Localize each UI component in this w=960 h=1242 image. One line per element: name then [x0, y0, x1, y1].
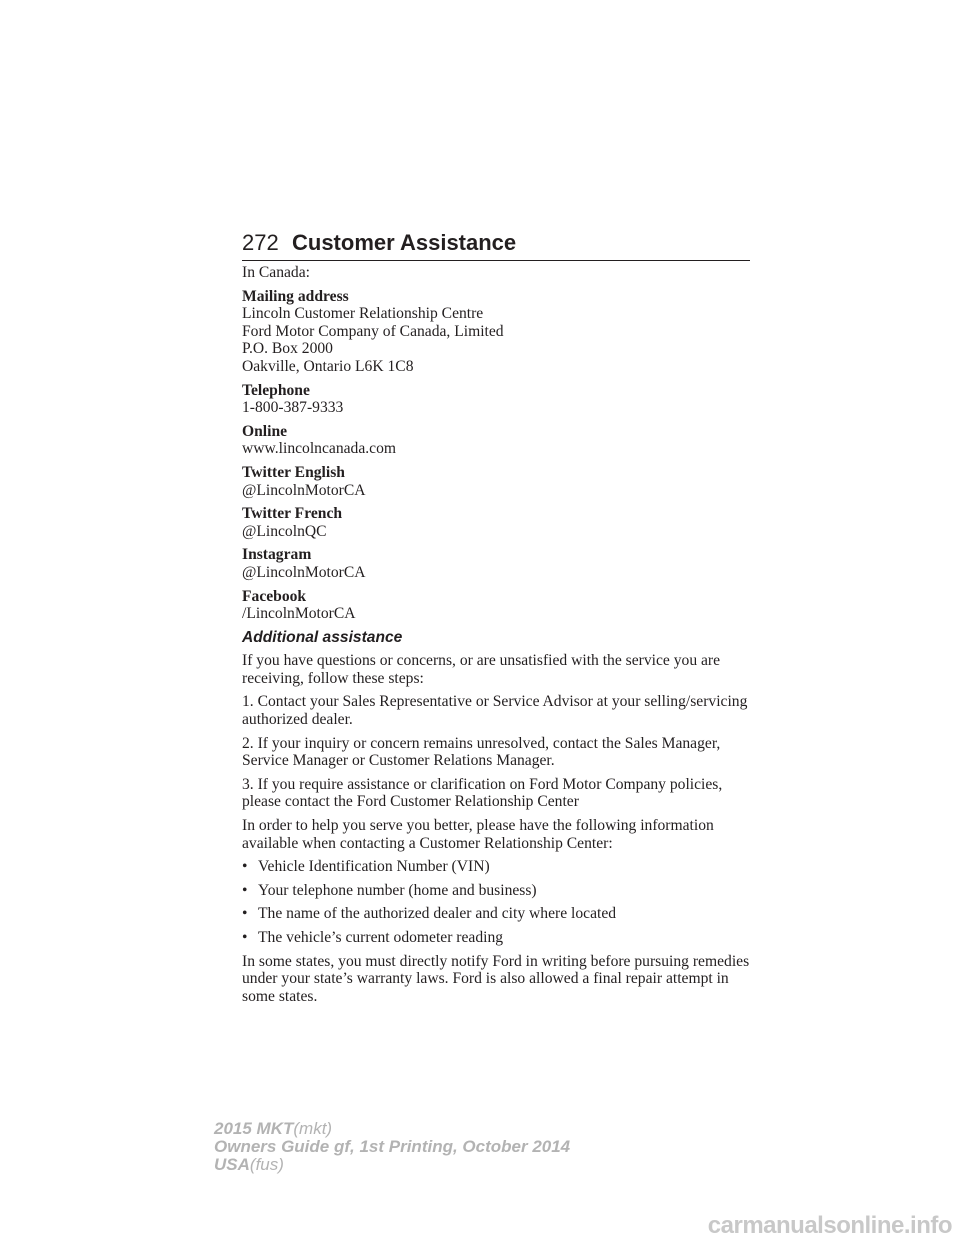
footer-line-2 — [214, 1138, 570, 1156]
additional-assistance-heading: Additional assistance — [242, 628, 403, 646]
page-header — [242, 228, 750, 261]
step-1: 1. Contact your Sales Representative or Service Advisor at your selling/servicing authorized dealer. — [242, 693, 748, 729]
list-item-text: Vehicle Identification Number (VIN) — [258, 858, 490, 876]
list-item-text: Your telephone number (home and business) — [258, 881, 537, 899]
bullet-icon: • — [242, 929, 248, 946]
contact-line: Oakville, Ontario L6K 1C8 — [242, 357, 414, 375]
contact-label: Twitter French — [242, 505, 343, 523]
paragraph: If you have questions or concerns, or are unsatisfied with the service you are receiving, follow these steps: — [242, 652, 721, 687]
page-content — [242, 264, 752, 1011]
contact-facebook — [242, 588, 752, 623]
contact-label: Online — [242, 422, 288, 440]
contact-mailing — [242, 288, 752, 376]
contact-label: Facebook — [242, 587, 307, 605]
step-3: 3. If you require assistance or clarification on Ford Motor Company policies, please contact the Ford Customer Relationship Center — [242, 775, 723, 811]
bullet-icon: • — [242, 905, 248, 923]
footer-guide: Owners Guide gf, 1st Printing, October 2014 — [214, 1137, 571, 1156]
contact-line: P.O. Box 2000 — [242, 340, 333, 358]
list-item — [242, 929, 752, 947]
section-title: Customer Assistance — [292, 230, 517, 255]
contact-instagram — [242, 546, 752, 581]
contact-line: @LincolnQC — [242, 522, 327, 540]
contact-line: www.lincolncanada.com — [242, 440, 397, 458]
contact-label: Telephone — [242, 381, 310, 399]
intro-text: In Canada: — [242, 264, 310, 281]
info-list — [242, 858, 752, 946]
watermark: carmanualsonline.info — [707, 1212, 952, 1239]
contact-label: Instagram — [242, 546, 312, 564]
document-footer — [214, 1120, 570, 1174]
bullet-icon: • — [242, 881, 248, 899]
contact-label: Mailing address — [242, 287, 349, 305]
contact-line: Lincoln Customer Relationship Centre — [242, 305, 484, 323]
list-item — [242, 858, 752, 876]
contact-line: 1-800-387-9333 — [242, 399, 344, 417]
list-item — [242, 882, 752, 900]
page-number: 272 — [242, 230, 279, 255]
footer-region: USA — [214, 1155, 250, 1174]
contact-line: Ford Motor Company of Canada, Limited — [242, 322, 504, 340]
footer-region-code: (fus) — [249, 1155, 284, 1174]
bullet-icon: • — [242, 858, 248, 876]
contact-line: /LincolnMotorCA — [242, 605, 356, 623]
closing-paragraph: In some states, you must directly notify Ford in writing before pursuing remedies under your state’s warranty laws. Ford is also allowed a final repair attempt in some states. — [242, 952, 750, 1005]
contact-label: Twitter English — [242, 463, 345, 481]
paragraph: In order to help you serve you better, please have the following information available when contacting a Customer Relationship Center: — [242, 817, 714, 852]
contact-twitter-english — [242, 464, 752, 499]
footer-line-3 — [214, 1156, 570, 1174]
contact-line: @LincolnMotorCA — [242, 481, 366, 499]
contact-line: @LincolnMotorCA — [242, 563, 366, 581]
list-item-text: The name of the authorized dealer and city where located — [258, 905, 617, 923]
footer-model-code: (mkt) — [293, 1119, 333, 1138]
list-item — [242, 905, 752, 923]
step-2: 2. If your inquiry or concern remains unresolved, contact the Sales Manager, Service Manager or Customer Relations Manager. — [242, 734, 721, 770]
contact-twitter-french — [242, 505, 752, 540]
footer-line-1 — [214, 1120, 570, 1138]
list-item-text: The vehicle’s current odometer reading — [258, 929, 504, 946]
footer-model: 2015 MKT — [214, 1119, 294, 1138]
contact-online — [242, 423, 752, 458]
contact-telephone — [242, 382, 752, 417]
